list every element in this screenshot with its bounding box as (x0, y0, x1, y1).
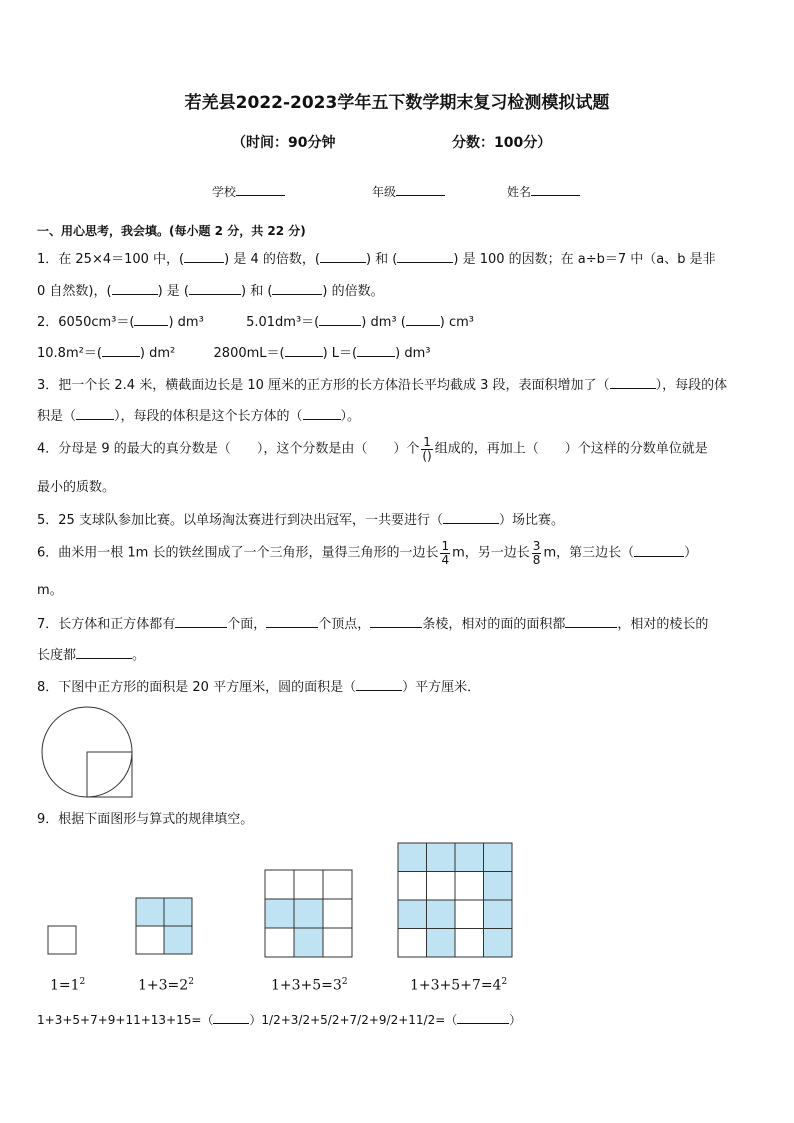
grid-4-cell (455, 843, 484, 872)
exam-time: （时间：90分钟 (232, 135, 336, 151)
question-5: 5．25 支球队参加比赛。以单场淘汰赛进行到决出冠军，一共要进行（ ）场比赛。 (37, 513, 564, 528)
grid-3-cell (265, 870, 294, 899)
fraction-three-eighths: $\frac{3}{8}$ (532, 539, 541, 567)
fraction-one-quarter: $\frac{1}{4}$ (441, 539, 450, 567)
question-9-fill: 1+3+5+7+9+11+13+15=（ ）1/2+3/2+5/2+7/2+9/2+11/2=（ ） (37, 1013, 522, 1027)
grid-3-cell (294, 870, 323, 899)
question-9: 9．根据下面图形与算式的规律填空。 (37, 812, 254, 827)
grid-4-cell (455, 872, 484, 901)
formula-1: $1=1^2$ (50, 977, 86, 994)
grid-4-cell (455, 900, 484, 929)
grid-4-cell (398, 843, 427, 872)
question-3: 3．把一个长 2.4 米，横截面边长是 10 厘米的正方形的长方体沿长平均截成 3 段，表面积增加了（ ），每段的体 (37, 378, 728, 393)
grid-3-cell (265, 928, 294, 957)
grid-4-cell (398, 872, 427, 901)
question-7: 7．长方体和正方体都有 个面， 个顶点， 条棱，相对的面的面积都 ，相对的棱长的 (37, 617, 709, 632)
question-8: 8．下图中正方形的面积是 20 平方厘米，圆的面积是（ ）平方厘米． (37, 680, 481, 695)
grid-4-cell (427, 900, 456, 929)
grade-field[interactable]: 年级 (372, 183, 445, 200)
grid-1-cell (48, 926, 76, 954)
question-4: 4．分母是 9 的最大的真分数是（ ），这个分数是由（ ）个 $\frac{1}{()}$ 组成的，再加上（ ）个这样的分数单位就是 (37, 435, 708, 463)
formula-2: $1+3=2^2$ (138, 977, 194, 994)
question-2-cont: 10.8m²＝( ) dm² 2800mL＝( ) L＝( ) dm³ (37, 346, 431, 361)
question-4-cont: 最小的质数。 (37, 480, 116, 495)
grid-4-cell (398, 929, 427, 958)
grid-3-cell (323, 928, 352, 957)
exam-score: 分数：100分） (452, 135, 552, 151)
circle-square-figure (42, 707, 132, 797)
formula-3: $1+3+5=3^2$ (271, 977, 348, 994)
grid-4-cell (484, 843, 513, 872)
grid-2-cell (136, 926, 164, 954)
grid-4-cell (427, 872, 456, 901)
section-heading: 一、用心思考，我会填。(每小题 2 分，共 22 分) (37, 224, 306, 238)
grid-3-cell (294, 928, 323, 957)
grid-2-cell (164, 898, 192, 926)
grid-4-cell (484, 900, 513, 929)
grid-4-cell (427, 929, 456, 958)
page-title: 若羌县2022-2023学年五下数学期末复习检测模拟试题 (184, 93, 610, 113)
question-1-cont: 0 自然数)，( ) 是 ( ) 和 ( ) 的倍数。 (37, 284, 384, 299)
school-field[interactable]: 学校 (212, 183, 285, 200)
grid-4-cell (398, 900, 427, 929)
grid-2-cell (136, 898, 164, 926)
grid-4-cell (484, 872, 513, 901)
formula-4: $1+3+5+7=4^2$ (410, 977, 508, 994)
grid-3-cell (265, 899, 294, 928)
grid-4-cell (455, 929, 484, 958)
question-1: 1．在 25×4＝100 中，( ) 是 4 的倍数，( ) 和 ( ) 是 100 的因数；在 a÷b＝7 中（a、b 是非 (37, 252, 716, 267)
question-6: 6．曲米用一根 1m 长的铁丝围成了一个三角形，量得三角形的一边长 $\frac{1}{4}$ m，另一边长 $\frac{3}{8}$ m，第三边长（ ） (37, 539, 698, 567)
square-shape (87, 752, 132, 797)
grid-3-cell (294, 899, 323, 928)
grid-2-cell (164, 926, 192, 954)
fraction-unit: $\frac{1}{()}$ (422, 435, 432, 463)
grid-4-cell (427, 843, 456, 872)
grid-3-cell (323, 899, 352, 928)
grid-4-cell (484, 929, 513, 958)
grid-3-cell (323, 870, 352, 899)
question-2: 2．6050cm³＝( ) dm³ 5.01dm³＝( ) dm³ ( ) cm³ (37, 315, 475, 330)
question-6-cont: m。 (37, 583, 63, 598)
name-field[interactable]: 姓名 (507, 183, 580, 200)
question-7-cont: 长度都 。 (37, 648, 146, 663)
question-3-cont: 积是（ ），每段的体积是这个长方体的（ ）。 (37, 409, 361, 424)
pattern-grids (48, 843, 512, 957)
